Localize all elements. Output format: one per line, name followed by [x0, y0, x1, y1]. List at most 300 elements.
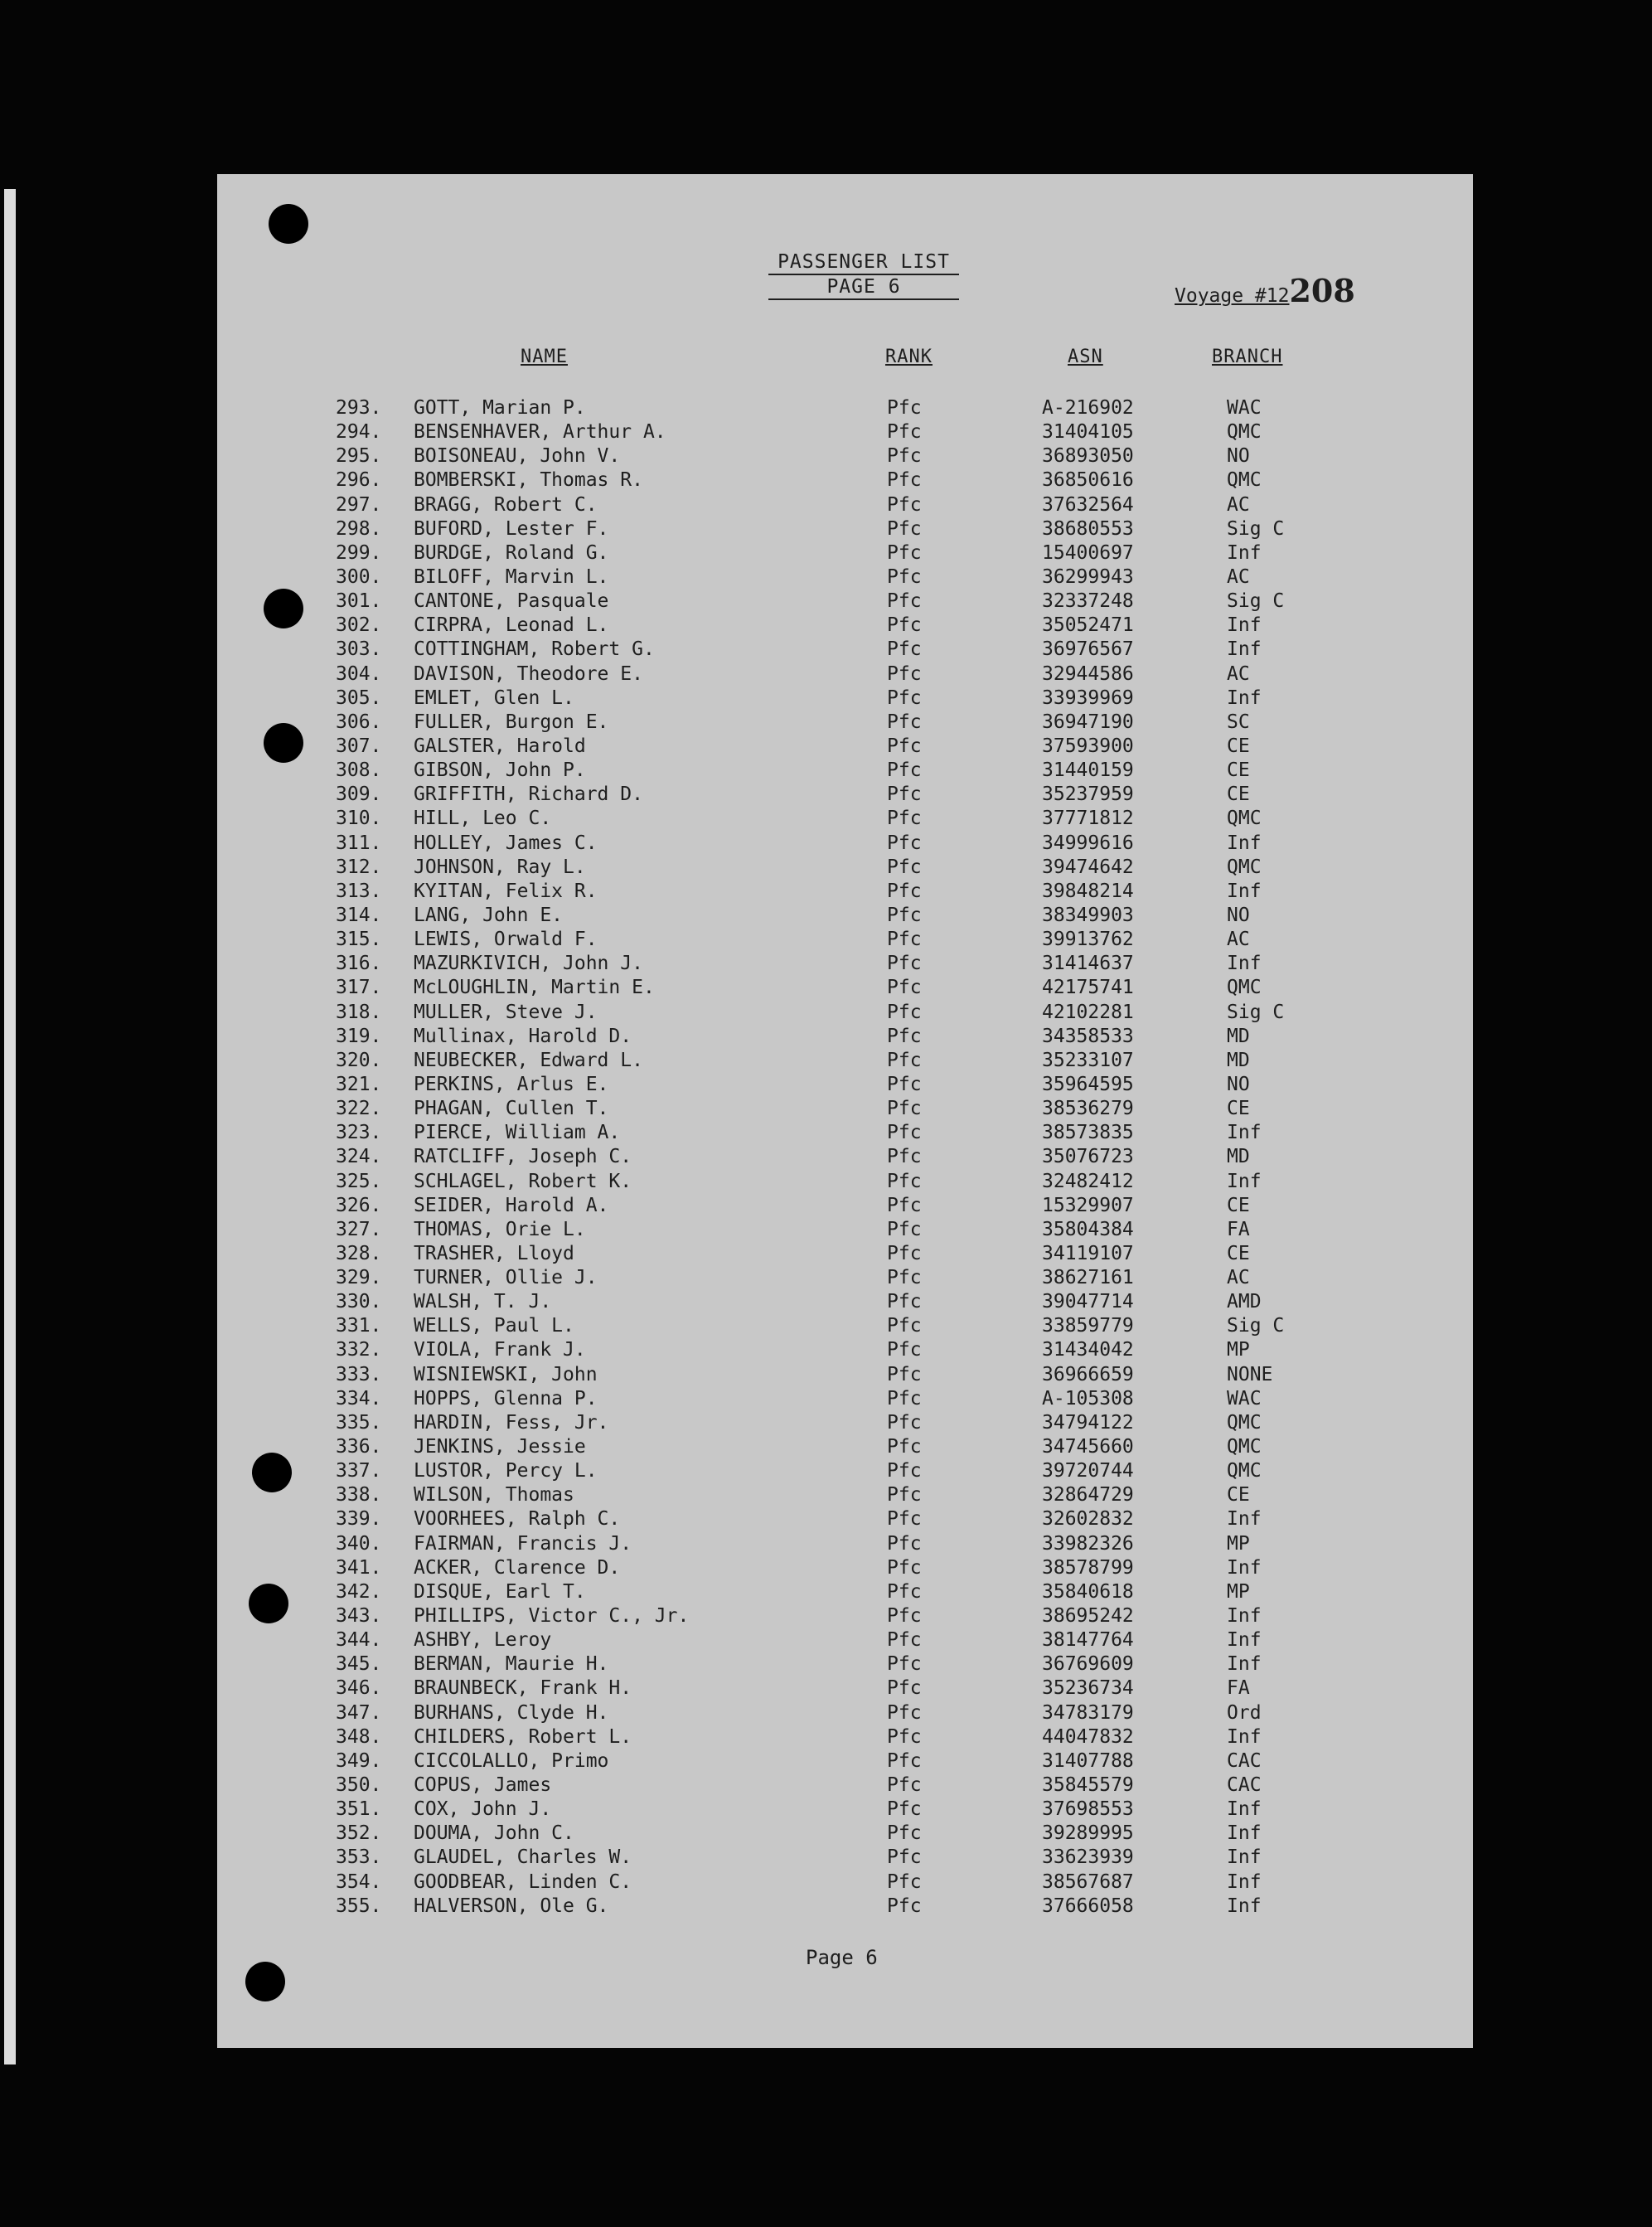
passenger-name: FULLER, Burgon E.	[414, 711, 609, 733]
passenger-name: KYITAN, Felix R.	[414, 880, 598, 902]
passenger-branch: Inf	[1227, 1653, 1262, 1676]
row-number: 325.	[336, 1170, 382, 1192]
passenger-name: GOODBEAR, Linden C.	[414, 1870, 632, 1893]
table-row	[217, 662, 1473, 687]
row-number: 338.	[336, 1484, 382, 1506]
passenger-name: BURDGE, Roland G.	[414, 541, 609, 564]
row-number: 333.	[336, 1363, 382, 1385]
passenger-name: HOPPS, Glenna P.	[414, 1387, 598, 1409]
table-row	[217, 1242, 1473, 1266]
table-row	[217, 396, 1473, 420]
passenger-asn: 36893050	[1042, 445, 1134, 468]
table-row	[217, 1749, 1473, 1773]
row-number: 336.	[336, 1436, 382, 1458]
passenger-branch: Sig C	[1227, 590, 1285, 613]
row-number: 339.	[336, 1508, 382, 1531]
passenger-branch: MP	[1227, 1532, 1250, 1555]
passenger-branch: Inf	[1227, 1170, 1262, 1192]
passenger-rank: Pfc	[887, 1532, 922, 1555]
passenger-asn: 38578799	[1042, 1556, 1134, 1579]
table-row	[217, 1314, 1473, 1338]
row-number: 304.	[336, 662, 382, 685]
table-row	[217, 1435, 1473, 1459]
passenger-asn: 34794122	[1042, 1411, 1134, 1434]
row-number: 317.	[336, 977, 382, 999]
row-number: 300.	[336, 565, 382, 588]
passenger-asn: 37698553	[1042, 1798, 1134, 1821]
passenger-asn: 32864729	[1042, 1484, 1134, 1506]
passenger-asn: 35233107	[1042, 1049, 1134, 1071]
passenger-asn: 15329907	[1042, 1194, 1134, 1216]
passenger-branch: Inf	[1227, 1556, 1262, 1579]
table-row	[217, 1580, 1473, 1604]
passenger-name: HARDIN, Fess, Jr.	[414, 1411, 609, 1434]
table-row	[217, 1870, 1473, 1895]
passenger-name: WILSON, Thomas	[414, 1484, 574, 1506]
table-row	[217, 1701, 1473, 1725]
table-row	[217, 904, 1473, 928]
passenger-name: ASHBY, Leroy	[414, 1629, 552, 1652]
table-row	[217, 856, 1473, 880]
passenger-name: HALVERSON, Ole G.	[414, 1895, 609, 1917]
passenger-rank: Pfc	[887, 832, 922, 854]
document-page	[217, 174, 1473, 2048]
passenger-branch: AC	[1227, 493, 1250, 516]
table-row	[217, 1556, 1473, 1580]
passenger-asn: 32602832	[1042, 1508, 1134, 1531]
column-header-name: NAME	[521, 347, 568, 367]
passenger-branch: AC	[1227, 565, 1250, 588]
passenger-rank: Pfc	[887, 421, 922, 444]
row-number: 314.	[336, 904, 382, 926]
passenger-asn: 36976567	[1042, 638, 1134, 661]
passenger-rank: Pfc	[887, 1605, 922, 1628]
passenger-name: PHILLIPS, Victor C., Jr.	[414, 1605, 690, 1628]
table-row	[217, 1676, 1473, 1701]
table-row	[217, 1073, 1473, 1097]
passenger-name: TURNER, Ollie J.	[414, 1267, 598, 1289]
table-row	[217, 1507, 1473, 1531]
passenger-branch: Inf	[1227, 832, 1262, 854]
passenger-rank: Pfc	[887, 1895, 922, 1917]
passenger-name: VIOLA, Frank J.	[414, 1339, 586, 1361]
passenger-asn: 38573835	[1042, 1122, 1134, 1144]
passenger-name: LANG, John E.	[414, 904, 564, 926]
passenger-rank: Pfc	[887, 1073, 922, 1095]
row-number: 351.	[336, 1798, 382, 1821]
passenger-name: GOTT, Marian P.	[414, 397, 586, 419]
row-number: 307.	[336, 735, 382, 757]
passenger-rank: Pfc	[887, 638, 922, 661]
passenger-name: CHILDERS, Robert L.	[414, 1725, 632, 1748]
passenger-branch: CE	[1227, 735, 1250, 757]
passenger-name: VOORHEES, Ralph C.	[414, 1508, 621, 1531]
passenger-rank: Pfc	[887, 1025, 922, 1047]
row-number: 355.	[336, 1895, 382, 1917]
passenger-branch: SC	[1227, 711, 1250, 733]
passenger-rank: Pfc	[887, 1653, 922, 1676]
passenger-asn: 39474642	[1042, 856, 1134, 878]
passenger-rank: Pfc	[887, 953, 922, 975]
passenger-branch: WAC	[1227, 397, 1262, 419]
row-number: 319.	[336, 1025, 382, 1047]
passenger-asn: 37632564	[1042, 493, 1134, 516]
passenger-rank: Pfc	[887, 1460, 922, 1482]
passenger-name: Mullinax, Harold D.	[414, 1025, 632, 1047]
passenger-asn: 31407788	[1042, 1749, 1134, 1772]
passenger-rank: Pfc	[887, 1411, 922, 1434]
film-edge-strip	[4, 189, 16, 2064]
passenger-branch: NO	[1227, 1073, 1250, 1095]
table-row	[217, 832, 1473, 856]
passenger-name: FAIRMAN, Francis J.	[414, 1532, 632, 1555]
passenger-rank: Pfc	[887, 1242, 922, 1264]
passenger-rank: Pfc	[887, 1798, 922, 1821]
passenger-name: MAZURKIVICH, John J.	[414, 953, 643, 975]
row-number: 329.	[336, 1267, 382, 1289]
table-row	[217, 1025, 1473, 1049]
row-number: 354.	[336, 1870, 382, 1893]
passenger-name: MULLER, Steve J.	[414, 1001, 598, 1023]
passenger-name: RATCLIFF, Joseph C.	[414, 1146, 632, 1168]
passenger-asn: 33982326	[1042, 1532, 1134, 1555]
passenger-rank: Pfc	[887, 662, 922, 685]
passenger-branch: CE	[1227, 1098, 1250, 1120]
row-number: 328.	[336, 1242, 382, 1264]
row-number: 343.	[336, 1605, 382, 1628]
row-number: 293.	[336, 397, 382, 419]
passenger-branch: Inf	[1227, 880, 1262, 902]
passenger-name: WISNIEWSKI, John	[414, 1363, 598, 1385]
passenger-asn: 35964595	[1042, 1073, 1134, 1095]
row-number: 340.	[336, 1532, 382, 1555]
table-row	[217, 1338, 1473, 1362]
table-row	[217, 1001, 1473, 1025]
row-number: 331.	[336, 1315, 382, 1337]
passenger-asn: 34783179	[1042, 1701, 1134, 1724]
row-number: 330.	[336, 1291, 382, 1313]
column-header-asn: ASN	[1068, 347, 1103, 367]
passenger-branch: QMC	[1227, 421, 1262, 444]
passenger-rank: Pfc	[887, 614, 922, 637]
passenger-name: BUFORD, Lester F.	[414, 517, 609, 540]
table-row	[217, 1846, 1473, 1870]
row-number: 301.	[336, 590, 382, 613]
table-row	[217, 1145, 1473, 1169]
passenger-asn: 34119107	[1042, 1242, 1134, 1264]
row-number: 294.	[336, 421, 382, 444]
passenger-branch: Inf	[1227, 1870, 1262, 1893]
passenger-branch: Inf	[1227, 1895, 1262, 1917]
row-number: 341.	[336, 1556, 382, 1579]
passenger-asn: 34745660	[1042, 1436, 1134, 1458]
table-row	[217, 420, 1473, 444]
passenger-branch: QMC	[1227, 1460, 1262, 1482]
passenger-name: GIBSON, John P.	[414, 759, 586, 782]
row-number: 311.	[336, 832, 382, 854]
row-number: 347.	[336, 1701, 382, 1724]
passenger-rank: Pfc	[887, 1267, 922, 1289]
passenger-name: DOUMA, John C.	[414, 1822, 574, 1845]
passenger-branch: Inf	[1227, 953, 1262, 975]
passenger-asn: 31404105	[1042, 421, 1134, 444]
row-number: 306.	[336, 711, 382, 733]
passenger-rank: Pfc	[887, 1508, 922, 1531]
table-row	[217, 976, 1473, 1000]
passenger-name: GLAUDEL, Charles W.	[414, 1846, 632, 1869]
passenger-branch: Sig C	[1227, 1001, 1285, 1023]
passenger-asn: 39289995	[1042, 1822, 1134, 1845]
passenger-name: BRAGG, Robert C.	[414, 493, 598, 516]
passenger-rank: Pfc	[887, 397, 922, 419]
passenger-name: EMLET, Glen L.	[414, 687, 574, 709]
passenger-branch: AC	[1227, 929, 1250, 951]
passenger-rank: Pfc	[887, 1098, 922, 1120]
passenger-name: SEIDER, Harold A.	[414, 1194, 609, 1216]
table-row	[217, 1725, 1473, 1749]
passenger-asn: 44047832	[1042, 1725, 1134, 1748]
passenger-branch: Inf	[1227, 614, 1262, 637]
passenger-name: COX, John J.	[414, 1798, 552, 1821]
passenger-rank: Pfc	[887, 1484, 922, 1506]
passenger-branch: Inf	[1227, 541, 1262, 564]
row-number: 295.	[336, 445, 382, 468]
passenger-name: HOLLEY, James C.	[414, 832, 598, 854]
passenger-name: BERMAN, Maurie H.	[414, 1653, 609, 1676]
passenger-rank: Pfc	[887, 493, 922, 516]
table-row	[217, 783, 1473, 807]
passenger-rank: Pfc	[887, 1846, 922, 1869]
passenger-name: HILL, Leo C.	[414, 808, 552, 830]
passenger-branch: QMC	[1227, 1436, 1262, 1458]
passenger-branch: AC	[1227, 662, 1250, 685]
passenger-rank: Pfc	[887, 808, 922, 830]
passenger-name: JENKINS, Jessie	[414, 1436, 586, 1458]
table-row	[217, 1652, 1473, 1676]
passenger-asn: 38349903	[1042, 904, 1134, 926]
passenger-branch: Inf	[1227, 687, 1262, 709]
passenger-name: WALSH, T. J.	[414, 1291, 552, 1313]
passenger-asn: 31414637	[1042, 953, 1134, 975]
passenger-rank: Pfc	[887, 590, 922, 613]
table-row	[217, 517, 1473, 541]
passenger-rank: Pfc	[887, 735, 922, 757]
passenger-rank: Pfc	[887, 711, 922, 733]
passenger-branch: QMC	[1227, 977, 1262, 999]
table-row	[217, 1170, 1473, 1194]
passenger-rank: Pfc	[887, 1822, 922, 1845]
table-row	[217, 1387, 1473, 1411]
passenger-rank: Pfc	[887, 880, 922, 902]
passenger-branch: MD	[1227, 1025, 1250, 1047]
table-row	[217, 1121, 1473, 1145]
row-number: 308.	[336, 759, 382, 782]
row-number: 312.	[336, 856, 382, 878]
passenger-branch: CE	[1227, 1194, 1250, 1216]
table-row	[217, 735, 1473, 759]
table-row	[217, 493, 1473, 517]
table-row	[217, 1411, 1473, 1435]
row-number: 346.	[336, 1677, 382, 1700]
passenger-asn: A-105308	[1042, 1387, 1134, 1409]
passenger-asn: 32482412	[1042, 1170, 1134, 1192]
table-row	[217, 468, 1473, 492]
passenger-branch: CAC	[1227, 1749, 1262, 1772]
table-row	[217, 807, 1473, 831]
row-number: 315.	[336, 929, 382, 951]
passenger-asn: 38680553	[1042, 517, 1134, 540]
voyage-label: Voyage #12	[1175, 285, 1290, 307]
table-row	[217, 638, 1473, 662]
passenger-branch: FA	[1227, 1677, 1250, 1700]
table-row	[217, 1604, 1473, 1628]
passenger-name: LUSTOR, Percy L.	[414, 1460, 598, 1482]
row-number: 324.	[336, 1146, 382, 1168]
passenger-asn: 39720744	[1042, 1460, 1134, 1482]
passenger-asn: 35237959	[1042, 784, 1134, 806]
passenger-rank: Pfc	[887, 1146, 922, 1168]
passenger-rank: Pfc	[887, 1122, 922, 1144]
table-row	[217, 590, 1473, 614]
row-number: 322.	[336, 1098, 382, 1120]
passenger-rank: Pfc	[887, 1001, 922, 1023]
row-number: 309.	[336, 784, 382, 806]
passenger-name: THOMAS, Orie L.	[414, 1218, 586, 1240]
passenger-name: COTTINGHAM, Robert G.	[414, 638, 655, 661]
passenger-asn: 38567687	[1042, 1870, 1134, 1893]
passenger-asn: 15400697	[1042, 541, 1134, 564]
passenger-asn: 36299943	[1042, 565, 1134, 588]
passenger-asn: 38627161	[1042, 1267, 1134, 1289]
passenger-name: CANTONE, Pasquale	[414, 590, 609, 613]
passenger-name: PIERCE, William A.	[414, 1122, 621, 1144]
passenger-rank: Pfc	[887, 517, 922, 540]
passenger-rank: Pfc	[887, 1580, 922, 1603]
passenger-asn: 38695242	[1042, 1605, 1134, 1628]
passenger-name: GRIFFITH, Richard D.	[414, 784, 643, 806]
row-number: 323.	[336, 1122, 382, 1144]
passenger-asn: 36966659	[1042, 1363, 1134, 1385]
row-number: 318.	[336, 1001, 382, 1023]
passenger-branch: WAC	[1227, 1387, 1262, 1409]
passenger-name: PERKINS, Arlus E.	[414, 1073, 609, 1095]
passenger-name: BOMBERSKI, Thomas R.	[414, 469, 643, 492]
passenger-asn: 32337248	[1042, 590, 1134, 613]
passenger-name: DAVISON, Theodore E.	[414, 662, 643, 685]
passenger-rank: Pfc	[887, 759, 922, 782]
passenger-asn: 34358533	[1042, 1025, 1134, 1047]
passenger-asn: 36850616	[1042, 469, 1134, 492]
passenger-branch: NO	[1227, 445, 1250, 468]
row-number: 297.	[336, 493, 382, 516]
table-row	[217, 1822, 1473, 1846]
passenger-branch: CE	[1227, 1484, 1250, 1506]
table-row	[217, 541, 1473, 565]
passenger-branch: Inf	[1227, 1122, 1262, 1144]
passenger-branch: Inf	[1227, 1508, 1262, 1531]
row-number: 332.	[336, 1339, 382, 1361]
table-row	[217, 759, 1473, 783]
passenger-rank: Pfc	[887, 445, 922, 468]
passenger-name: DISQUE, Earl T.	[414, 1580, 586, 1603]
table-row	[217, 444, 1473, 468]
table-row	[217, 1773, 1473, 1798]
table-row	[217, 1483, 1473, 1507]
passenger-branch: Inf	[1227, 1846, 1262, 1869]
passenger-branch: QMC	[1227, 856, 1262, 878]
passenger-asn: 31440159	[1042, 759, 1134, 782]
passenger-branch: Inf	[1227, 1822, 1262, 1845]
table-row	[217, 1895, 1473, 1919]
passenger-branch: FA	[1227, 1218, 1250, 1240]
row-number: 353.	[336, 1846, 382, 1869]
passenger-asn: 35076723	[1042, 1146, 1134, 1168]
row-number: 345.	[336, 1653, 382, 1676]
passenger-branch: Sig C	[1227, 1315, 1285, 1337]
row-number: 303.	[336, 638, 382, 661]
passenger-asn: 35236734	[1042, 1677, 1134, 1700]
table-row	[217, 1194, 1473, 1218]
passenger-branch: CE	[1227, 759, 1250, 782]
passenger-asn: 37666058	[1042, 1895, 1134, 1917]
punch-hole	[245, 1962, 285, 2001]
passenger-asn: 38536279	[1042, 1098, 1134, 1120]
passenger-rank: Pfc	[887, 1387, 922, 1409]
row-number: 310.	[336, 808, 382, 830]
table-row	[217, 1266, 1473, 1290]
passenger-rank: Pfc	[887, 469, 922, 492]
passenger-branch: CE	[1227, 1242, 1250, 1264]
page-header	[756, 250, 971, 300]
passenger-rank: Pfc	[887, 1218, 922, 1240]
passenger-branch: Inf	[1227, 1605, 1262, 1628]
passenger-branch: AC	[1227, 1267, 1250, 1289]
passenger-asn: 37593900	[1042, 735, 1134, 757]
passenger-table	[217, 396, 1473, 1919]
passenger-branch: MD	[1227, 1049, 1250, 1071]
passenger-name: BOISONEAU, John V.	[414, 445, 621, 468]
passenger-rank: Pfc	[887, 1291, 922, 1313]
table-row	[217, 1049, 1473, 1073]
page-label: PAGE 6	[768, 274, 958, 300]
passenger-branch: QMC	[1227, 469, 1262, 492]
passenger-rank: Pfc	[887, 1049, 922, 1071]
passenger-rank: Pfc	[887, 1725, 922, 1748]
passenger-branch: Inf	[1227, 1725, 1262, 1748]
passenger-rank: Pfc	[887, 1436, 922, 1458]
passenger-asn: 42102281	[1042, 1001, 1134, 1023]
column-header-rank: RANK	[885, 347, 933, 367]
passenger-asn: 35804384	[1042, 1218, 1134, 1240]
passenger-rank: Pfc	[887, 541, 922, 564]
passenger-name: WELLS, Paul L.	[414, 1315, 574, 1337]
row-number: 344.	[336, 1629, 382, 1652]
passenger-branch: Inf	[1227, 1629, 1262, 1652]
row-number: 302.	[336, 614, 382, 637]
passenger-asn: 33859779	[1042, 1315, 1134, 1337]
passenger-rank: Pfc	[887, 1315, 922, 1337]
passenger-branch: Inf	[1227, 1798, 1262, 1821]
passenger-rank: Pfc	[887, 977, 922, 999]
passenger-name: McLOUGHLIN, Martin E.	[414, 977, 655, 999]
row-number: 334.	[336, 1387, 382, 1409]
passenger-name: NEUBECKER, Edward L.	[414, 1049, 643, 1071]
passenger-branch: CAC	[1227, 1774, 1262, 1797]
passenger-rank: Pfc	[887, 1363, 922, 1385]
passenger-rank: Pfc	[887, 1677, 922, 1700]
table-row	[217, 880, 1473, 904]
passenger-name: TRASHER, Lloyd	[414, 1242, 574, 1264]
